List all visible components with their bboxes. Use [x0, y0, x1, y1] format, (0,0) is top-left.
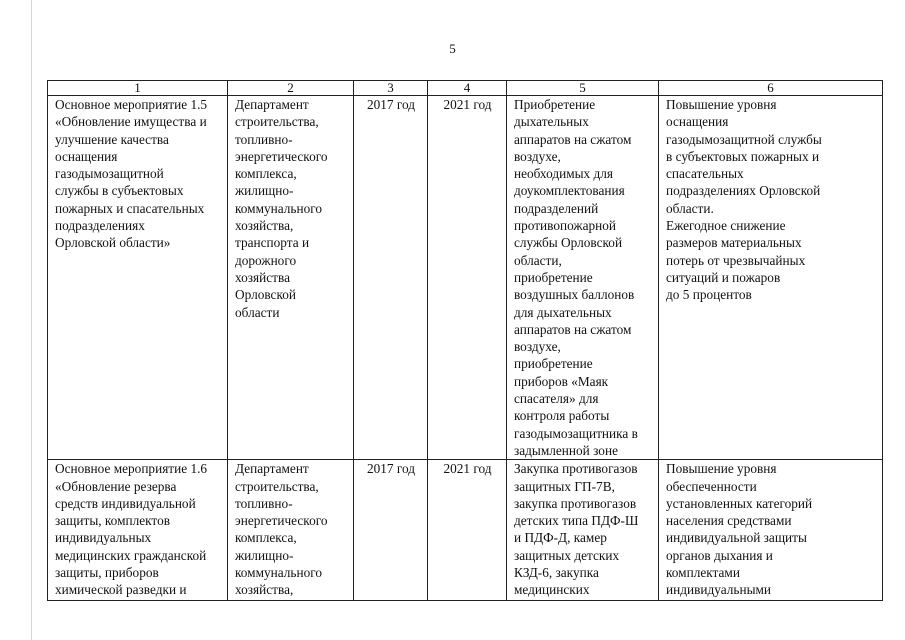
start-year-cell	[354, 96, 428, 460]
executor-cell	[228, 460, 354, 601]
table-row	[48, 460, 883, 601]
event-cell	[48, 96, 228, 460]
column-number-row	[48, 81, 883, 96]
column-number-cell: 6	[659, 81, 883, 96]
start-year-text: 2017 год	[366, 97, 416, 112]
event-text: Основное мероприятие 1.5 «Обновление имущества и улучшение качества оснащения газодымозащитной службы в субъектовых пожарных и спасательных подразделениях Орловской области»	[55, 97, 208, 251]
executor-cell	[228, 96, 354, 460]
event-cell	[48, 460, 228, 601]
description-cell	[507, 460, 659, 601]
column-number-cell: 4	[428, 81, 507, 96]
program-table	[47, 80, 883, 601]
start-year-text: 2017 год	[366, 461, 416, 477]
column-number-cell: 2	[228, 81, 354, 96]
executor-text: Департамент строительства, топливно- энергетического комплекса, жилищно- коммунального хозяйства,	[235, 461, 328, 598]
event-text: Основное мероприятие 1.6 «Обновление резерва средств индивидуальной защиты, комплектов индивидуальных медицинских гражданской защиты, приборов химической разведки и	[55, 461, 208, 598]
executor-text: Департамент строительства, топливно- энергетического комплекса, жилищно- коммунального хозяйства, транспорта и дорожного хозяйства Орловской области	[235, 97, 328, 320]
result-text: Повышение уровня обеспеченности установленных категорий населения средствами индивидуальной защиты органов дыхания и комплектами индивидуальными	[666, 461, 813, 598]
result-cell	[659, 460, 883, 601]
result-text: Повышение уровня оснащения газодымозащитной службы в субъектовых пожарных и спасательных подразделениях Орловской области. Ежегодное снижение размеров материальных потерь от чрезвычайных ситуаций и пожаров до 5 процентов	[666, 97, 822, 303]
description-text: Закупка противогазов защитных ГП-7В, закупка противогазов детских типа ПДФ-Ш и ПДФ-Д, камер защитных детских КЗД-6, закупка медицинских	[514, 461, 639, 598]
description-text: Приобретение дыхательных аппаратов на сжатом воздухе, необходимых для доукомплектования подразделений противопожарной службы Орловской области, приобретение воздушных баллонов для дыхательных аппаратов на сжатом воздухе, приобретение приборов «Маяк спасателя» для контроля работы газодымозащитника в задымленной зоне	[514, 97, 638, 458]
start-year-cell	[354, 460, 428, 601]
page-number: 5	[449, 41, 456, 56]
table-row	[48, 96, 883, 460]
end-year-cell	[428, 96, 507, 460]
result-cell	[659, 96, 883, 460]
scan-edge-line	[31, 0, 32, 640]
column-number-cell: 1	[48, 81, 228, 96]
column-number-cell: 3	[354, 81, 428, 96]
end-year-cell	[428, 460, 507, 601]
end-year-text: 2021 год	[443, 97, 492, 112]
description-cell	[507, 96, 659, 460]
end-year-text: 2021 год	[443, 461, 492, 477]
column-number-cell: 5	[507, 81, 659, 96]
